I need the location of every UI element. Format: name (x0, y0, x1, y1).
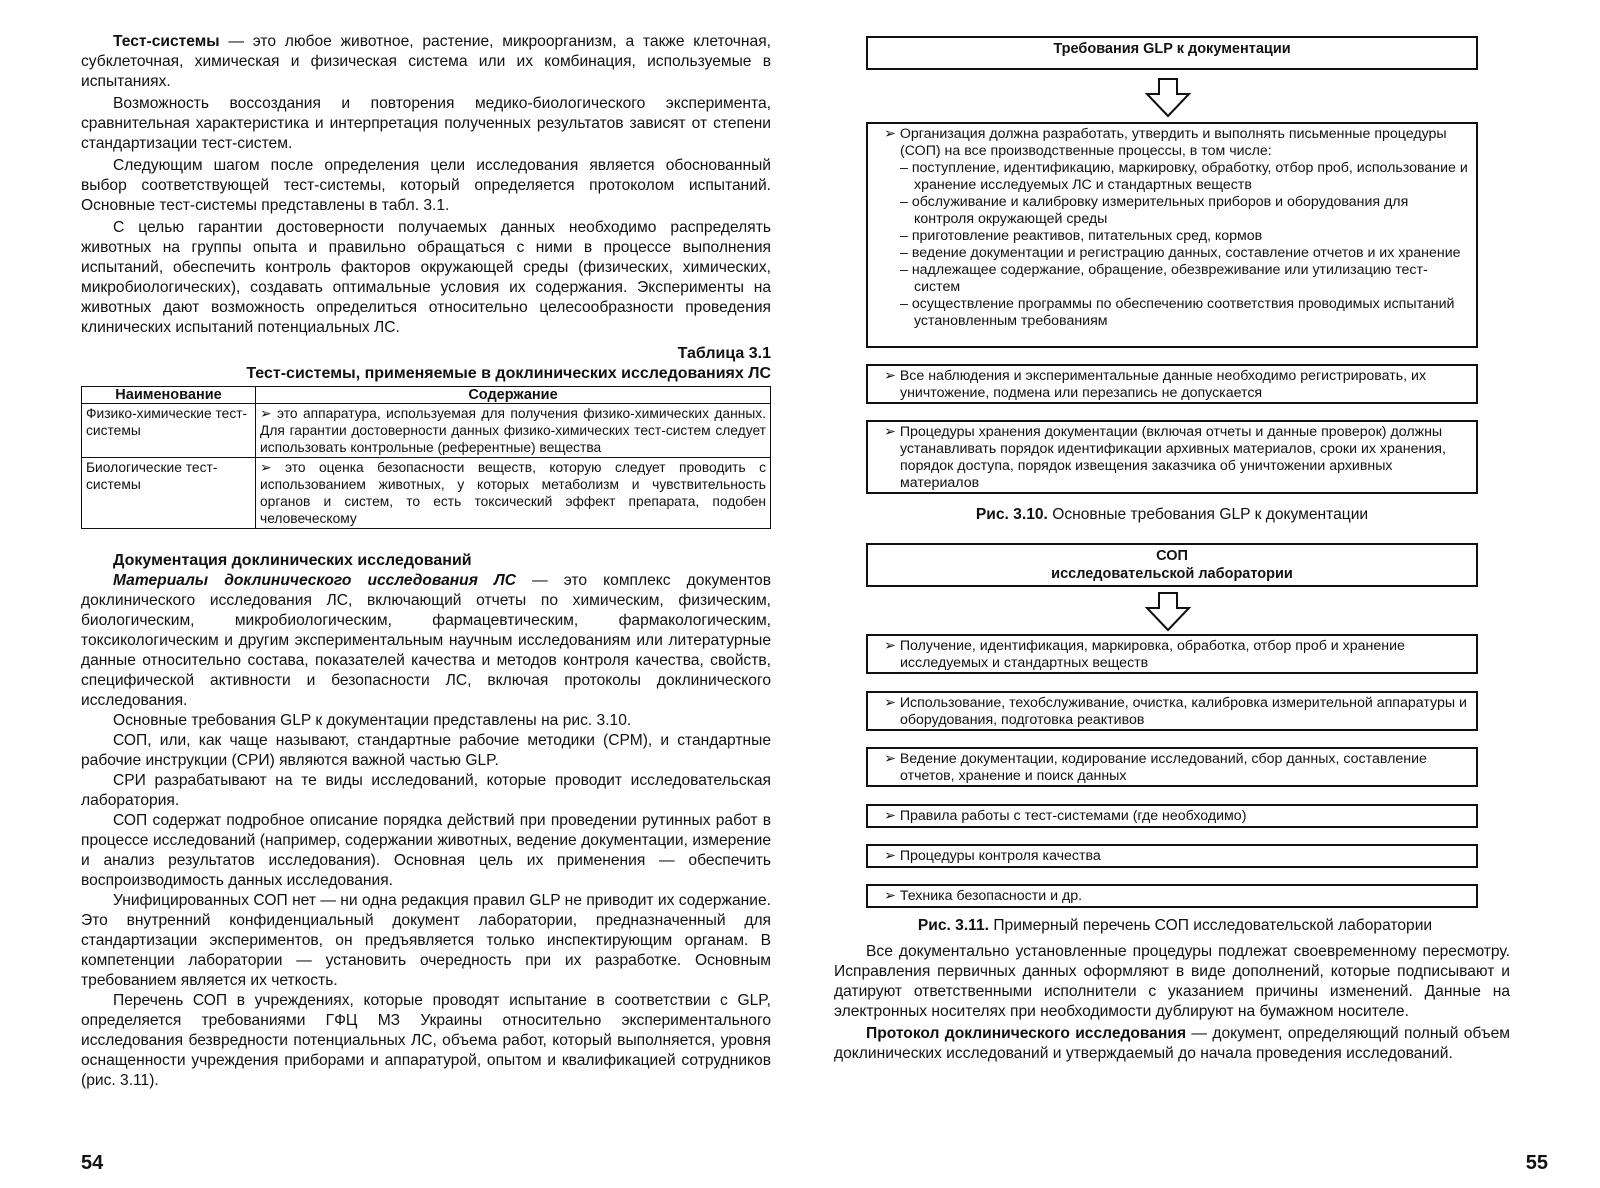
header-line: СОП (1156, 548, 1188, 564)
figure-caption-3-10 (866, 505, 1478, 525)
box-text: ➢ Все наблюдения и экспериментальные данные необходимо регистрировать, их уничтожение, подмена или перезапись не допускается (884, 368, 1427, 401)
paragraph (81, 32, 771, 92)
diagram-header-sop-lab (866, 543, 1478, 587)
sop-list-item (866, 844, 1478, 868)
figure-number: Рис. 3.10. (975, 506, 1048, 523)
sop-list-item (866, 634, 1478, 674)
list-item: – приготовление реактивов, питательных сред, кормов (900, 228, 1263, 244)
paragraph: Возможность воссоздания и повторения медико-биологического эксперимента, сравнительная характеристика и интерпретация полученных результатов зависят от степени стандартизации тест-систем. (81, 95, 771, 152)
list-item: – ведение документации и регистрацию данных, составление отчетов и их хранение (900, 245, 1461, 261)
list-item: – осуществление программы по обеспечению соответствия проводимых испытаний установленным требованиям (900, 296, 1455, 329)
diagram-header-glp-docs: Требования GLP к документации (866, 36, 1478, 70)
sop-list-item (866, 747, 1478, 787)
table-row (82, 404, 771, 458)
list-item: – поступление, идентификацию, маркировку, обработку, отбор проб, использование и хранение исследуемых ЛС и стандартных веществ (900, 160, 1468, 193)
table-row (82, 458, 771, 529)
paragraph (81, 571, 771, 711)
paragraph: Основные требования GLP к документации представлены на рис. 3.10. (113, 712, 632, 729)
left-text-column (81, 32, 771, 1091)
paragraph-text: — это комплекс документов доклинического исследования ЛС, включающий отчеты по химическим, физическим, биологическим, микробиологическим, фармацевтическим, фармакологическим, токсикологическим и другим экспериментальным научным исследованиям или литературные данные относительно состава, показателей качества и методов контроля качества, свойств, специфической активности и безопасности ЛС, включая протоколы доклинического исследования. (81, 572, 771, 709)
diagram-box-observations (866, 364, 1478, 404)
list-item: – обслуживание и калибровку измерительных приборов и оборудования для контроля окружающей среды (900, 194, 1409, 227)
section-heading: Документация доклинических исследований (113, 552, 472, 569)
box-intro: ➢ Организация должна разработать, утвердить и выполнять письменные процедуры (СОП) на все производственные процессы, в том числе: (884, 126, 1447, 159)
box-text: ➢ Процедуры контроля качества (884, 848, 1101, 864)
list-item: – надлежащее содержание, обращение, обезвреживание или утилизацию тест-систем (900, 262, 1428, 295)
box-text: ➢ Использование, техобслуживание, очистка, калибровка измерительной аппаратуры и оборудования, подготовка реактивов (884, 695, 1467, 728)
paragraph-text: — это любое животное, растение, микроорганизм, а также клеточная, субклеточная, химическая и физическая система или их комбинация, используемые в испытаниях. (81, 33, 771, 90)
down-arrow-icon (1145, 78, 1191, 118)
paragraph: СРИ разрабатывают на те виды исследований, которые проводит исследовательская лаборатория. (81, 772, 771, 809)
caption-text: Основные требования GLP к документации (1047, 506, 1369, 523)
paragraph: Унифицированных СОП нет — ни одна редакция правил GLP не приводит их содержание. Это внутренний конфиденциальный документ лаборатории, предназначенный для стандартизации экспериментов, он предъявляется только инспектирующим органам. В компетенции лаборатории — установить очередность при их разработке. Основным требованием является их четкость. (81, 892, 771, 989)
test-systems-table (81, 386, 771, 529)
table-number: Таблица 3.1 (677, 345, 771, 362)
column-header-content: Содержание (256, 387, 771, 404)
box-text: ➢ Процедуры хранения документации (включая отчеты и данные проверок) должны устанавливать порядок идентификации архивных материалов, сроки их хранения, порядок доступа, порядок извещения заказчика об уничтожении архивных материалов (884, 424, 1446, 491)
table-cell-name: Биологические тест-системы (82, 458, 256, 529)
term-materials: Материалы доклинического исследования ЛС (113, 572, 516, 589)
table-cell-content: ➢ это аппаратура, используемая для получения физико-химических данных. Для гарантии достоверности данных физико-химических тест-систем следует использовать контрольные (референтные) вещества (256, 404, 771, 458)
table-header-row (82, 387, 771, 404)
box-text: ➢ Ведение документации, кодирование исследований, сбор данных, составление отчетов, хранение и поиск данных (884, 751, 1427, 784)
caption-text: Примерный перечень СОП исследовательской лаборатории (988, 917, 1433, 934)
box-text: ➢ Правила работы с тест-системами (где необходимо) (884, 808, 1247, 824)
term-test-systems: Тест-системы (113, 33, 220, 50)
diagram-box-sop-requirements (866, 122, 1478, 348)
box-text: ➢ Техника безопасности и др. (884, 888, 1083, 904)
paragraph: СОП, или, как чаще называют, стандартные рабочие методики (СРМ), и стандартные рабочие инструкции (СРИ) являются важной частью GLP. (81, 732, 771, 769)
paragraph: Следующим шагом после определения цели исследования является обоснованный выбор соответствующей тест-системы, который определяется протоколом испытаний. Основные тест-системы представлены в табл. 3.1. (81, 157, 771, 214)
paragraph-text: — документ, определяющий полный объем доклинических исследований и утверждаемый до начала проведения исследований. (834, 1025, 1510, 1062)
column-header-name: Наименование (82, 387, 256, 404)
term-protocol: Протокол доклинического исследования (866, 1025, 1187, 1042)
diagram-box-storage (866, 420, 1478, 494)
sop-list-item (866, 884, 1478, 908)
table-cell-name: Физико-химические тест-системы (82, 404, 256, 458)
box-text: ➢ Получение, идентификация, маркировка, обработка, отбор проб и хранение исследуемых и стандартных веществ (884, 638, 1405, 671)
page-number: 55 (1525, 1152, 1548, 1174)
paragraph: Перечень СОП в учреждениях, которые проводят испытание в соответствии с GLP, определяется требованиями ГФЦ МЗ Украины относительно экспериментального исследования безвредности потенциальных ЛС, объема работ, который выполняется, уровня оснащенности учреждения приборами и аппаратурой, опытом и квалификацией сотрудников (рис. 3.11). (81, 992, 771, 1089)
page-number: 54 (81, 1152, 104, 1174)
table-title: Тест-системы, применяемые в доклинических исследованиях ЛС (246, 365, 771, 382)
sop-list-item (866, 691, 1478, 731)
right-page (800, 0, 1600, 1188)
header-line: исследовательской лаборатории (1051, 566, 1293, 582)
right-text-column (834, 942, 1510, 1064)
table-cell-content: ➢ это оценка безопасности веществ, которую следует проводить с использованием животных, у которых метаболизм и чувствительность органов и систем, то есть токсический эффект препарата, подобен человеческому (256, 458, 771, 529)
paragraph (834, 1024, 1510, 1064)
figure-caption-3-11 (850, 916, 1500, 936)
paragraph: С целью гарантии достоверности получаемых данных необходимо распределять животных на группы опыта и правильно обращаться с ними в процессе выполнения испытаний, обеспечить контроль факторов окружающей среды (физических, химических, микробиологических), создавать оптимальные условия их содержания. Эксперименты на животных дают возможность определиться относительно целесообразности проведения клинических испытаний потенциальных ЛС. (81, 219, 771, 336)
paragraph: Все документально установленные процедуры подлежат своевременному пересмотру. Исправления первичных данных оформляют в виде дополнений, которые подписывают и датируют ответственными исполнители с указанием причины изменений. Данные на электронных носителях при необходимости дублируют на бумажном носителе. (834, 943, 1510, 1020)
sop-list-item (866, 804, 1478, 828)
paragraph: СОП содержат подробное описание порядка действий при проведении рутинных работ в процессе исследований (например, содержании животных, ведение документации, измерение и анализ результатов исследования). Основная цель их применения — обеспечить воспроизводимость данных исследования. (81, 812, 771, 889)
figure-number: Рис. 3.11. (917, 917, 989, 934)
down-arrow-icon (1145, 592, 1191, 632)
